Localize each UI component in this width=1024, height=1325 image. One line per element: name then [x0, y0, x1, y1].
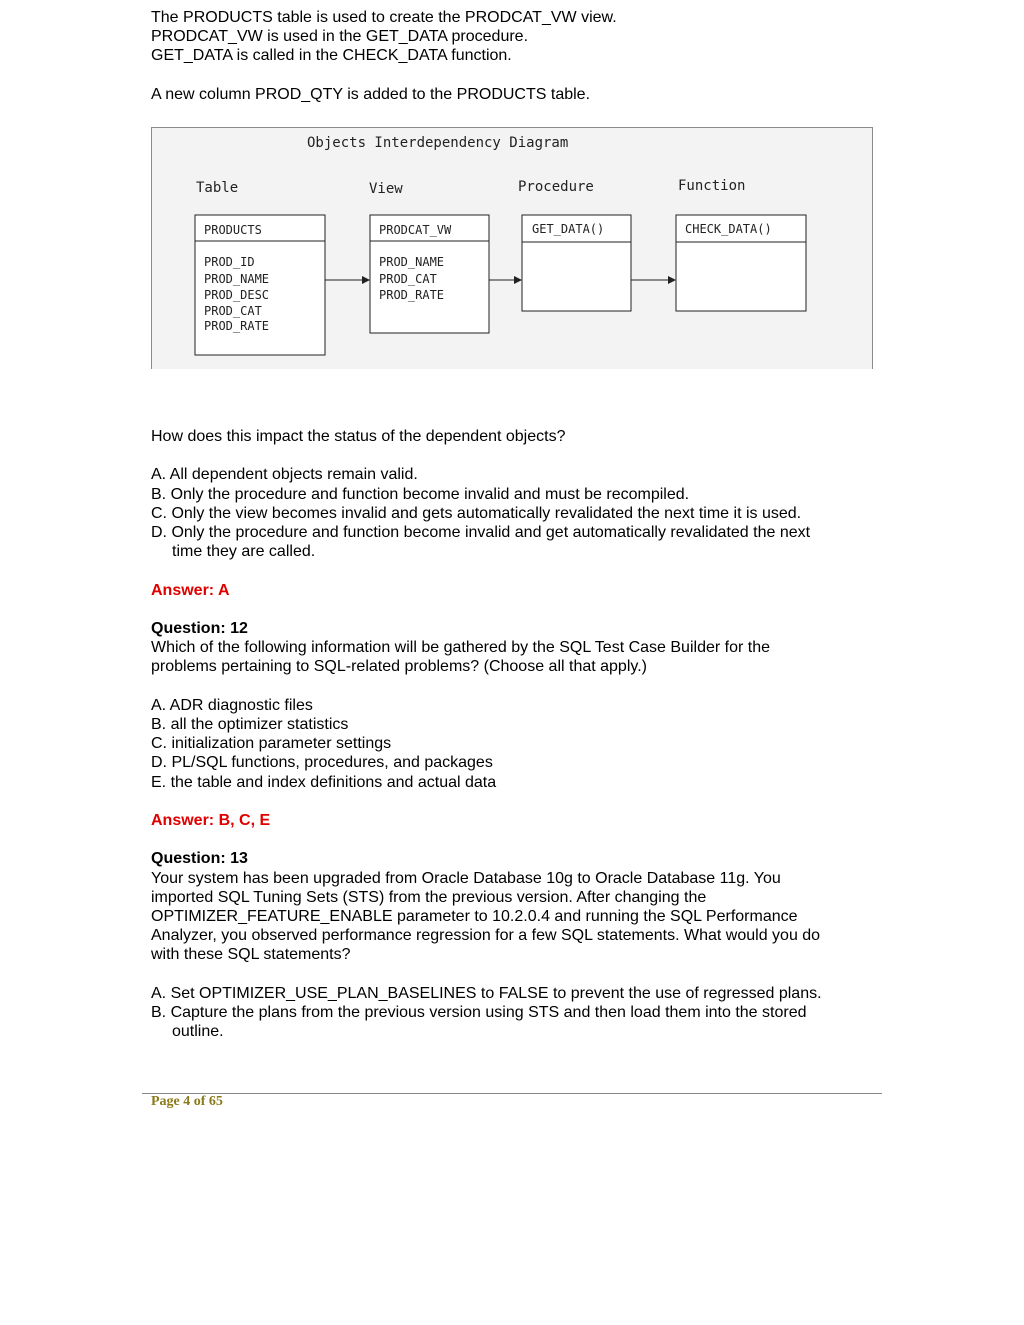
- function-name: CHECK_DATA(): [685, 222, 772, 236]
- question-11-block: [151, 427, 871, 1041]
- column-header-table: Table: [196, 180, 239, 196]
- view-field: PROD_RATE: [379, 288, 445, 302]
- intro-line: PRODCAT_VW is used in the GET_DATA procedure.: [151, 28, 529, 46]
- question-heading: Question: 12: [151, 619, 248, 637]
- question-heading: Question: 13: [151, 850, 248, 868]
- answer-option-continuation: time they are called.: [172, 543, 316, 561]
- question-text: with these SQL statements?: [151, 946, 351, 964]
- table-name: PRODUCTS: [204, 223, 262, 237]
- answer-option: E. the table and index definitions and actual data: [151, 773, 497, 791]
- answer-option: B. Capture the plans from the previous version using STS and then load them into the stored: [151, 1003, 807, 1021]
- page-number: Page 4 of 65: [151, 1094, 223, 1109]
- answer-option: D. Only the procedure and function become invalid and get automatically revalidated the next: [151, 524, 811, 541]
- answer-option: A. Set OPTIMIZER_USE_PLAN_BASELINES to FALSE to prevent the use of regressed plans.: [151, 984, 822, 1002]
- table-field: PROD_ID: [204, 255, 255, 269]
- table-field: PROD_DESC: [204, 288, 270, 302]
- question-text: OPTIMIZER_FEATURE_ENABLE parameter to 10.2.0.4 and running the SQL Performance: [151, 907, 798, 925]
- objects-interdependency-diagram: [151, 127, 873, 369]
- intro-line: A new column PROD_QTY is added to the PRODUCTS table.: [151, 85, 591, 103]
- answer-option: D. PL/SQL functions, procedures, and packages: [151, 754, 493, 772]
- question-text: How does this impact the status of the dependent objects?: [151, 428, 566, 445]
- table-field: PROD_CAT: [204, 304, 262, 318]
- intro-line: GET_DATA is called in the CHECK_DATA function.: [151, 47, 512, 65]
- question-text: problems pertaining to SQL-related problems? (Choose all that apply.): [151, 658, 647, 676]
- question-text: Your system has been upgraded from Oracle Database 10g to Oracle Database 11g. You: [151, 869, 781, 887]
- arrow-procedure-to-function: [631, 276, 676, 284]
- arrow-view-to-procedure: [489, 276, 522, 284]
- answer-option: A. ADR diagnostic files: [151, 696, 313, 714]
- answer-option: C. Only the view becomes invalid and gets automatically revalidated the next time it is used.: [151, 504, 802, 522]
- question-text: Analyzer, you observed performance regression for a few SQL statements. What would you do: [151, 927, 821, 945]
- column-header-procedure: Procedure: [518, 179, 594, 195]
- question-text: Which of the following information will be gathered by the SQL Test Case Builder for the: [151, 639, 770, 657]
- answer-option: A. All dependent objects remain valid.: [151, 466, 418, 484]
- view-field: PROD_CAT: [379, 272, 437, 286]
- diagram-title: Objects Interdependency Diagram: [307, 135, 569, 151]
- column-header-view: View: [369, 181, 403, 197]
- column-header-function: Function: [678, 178, 746, 194]
- table-field: PROD_NAME: [204, 272, 270, 286]
- answer-option: B. Only the procedure and function become invalid and must be recompiled.: [151, 485, 690, 503]
- answer-key: Answer: B, C, E: [151, 811, 271, 829]
- procedure-name: GET_DATA(): [532, 222, 605, 236]
- intro-line: The PRODUCTS table is used to create the PRODCAT_VW view.: [151, 9, 617, 26]
- view-name: PRODCAT_VW: [379, 223, 452, 237]
- table-box-products: [195, 215, 325, 355]
- answer-option-continuation: outline.: [172, 1023, 224, 1041]
- view-field: PROD_NAME: [379, 255, 445, 269]
- footer-divider: [142, 1093, 882, 1094]
- function-box-check-data: [676, 215, 806, 311]
- arrow-table-to-view: [325, 276, 370, 284]
- procedure-box-get-data: [522, 215, 631, 311]
- answer-option: B. all the optimizer statistics: [151, 715, 349, 733]
- view-box-prodcat-vw: [370, 215, 489, 333]
- question-text: imported SQL Tuning Sets (STS) from the previous version. After changing the: [151, 888, 707, 906]
- answer-option: C. initialization parameter settings: [151, 735, 392, 753]
- table-field: PROD_RATE: [204, 319, 270, 333]
- intro-block: [151, 8, 871, 104]
- answer-key: Answer: A: [151, 581, 230, 599]
